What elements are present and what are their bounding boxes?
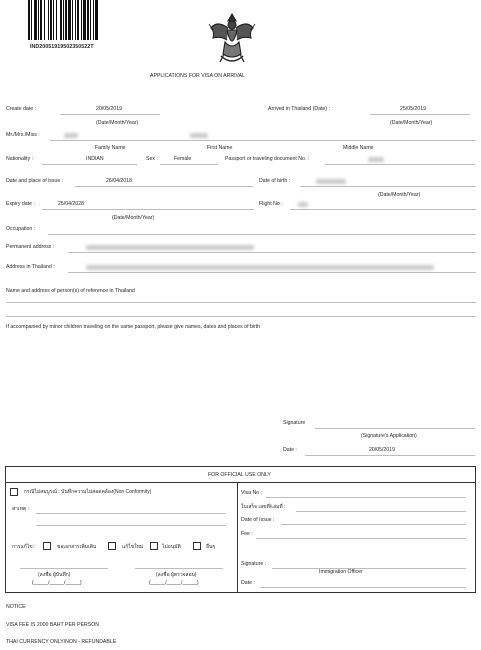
dob-format: (Date/Month/Year) [378, 192, 421, 198]
barcode-bar [68, 0, 71, 40]
create-date-line [60, 114, 160, 115]
barcode-bar [75, 0, 76, 40]
family-name-redacted [64, 133, 78, 138]
signature-line [315, 428, 475, 429]
barcode-bar [40, 0, 42, 40]
officer-date-label: Date : [241, 580, 255, 586]
officer-signature-label: Signature : [241, 561, 267, 567]
reason-label: สาเหตุ : [12, 506, 29, 512]
expiry-label: Expiry date : [6, 201, 35, 207]
flight-redacted [298, 202, 308, 207]
dob-line [300, 186, 476, 187]
examiner-sign-line [135, 568, 223, 569]
receipt-label: ใบเสร็จ เลขที่/เล่มที่ : [241, 504, 286, 510]
barcode-bar [34, 0, 37, 40]
option-1-checkbox[interactable] [43, 542, 51, 550]
barcode-bar [65, 0, 67, 40]
expiry-format: (Date/Month/Year) [112, 215, 155, 221]
name-line [50, 140, 476, 141]
barcode [28, 0, 126, 40]
barcode-bar [48, 0, 49, 40]
permanent-address-redacted [86, 245, 254, 250]
barcode-bar [72, 0, 73, 40]
reason-line-1 [36, 513, 226, 514]
arrived-format: (Date/Month/Year) [390, 120, 433, 126]
visa-no-line [266, 497, 466, 498]
officer-signature-line [272, 568, 466, 569]
occupation-line [48, 234, 476, 235]
nonconformity-checkbox[interactable] [10, 488, 18, 496]
first-name-label: First Name [207, 145, 233, 151]
date-place-issue-line [75, 186, 253, 187]
option-1-label: ขอเอกสารเพิ่มเติม [57, 544, 97, 550]
option-3-checkbox[interactable] [150, 542, 158, 550]
sex-label: Sex : [146, 156, 158, 162]
reference-line-2 [6, 316, 476, 317]
barcode-bar [77, 0, 79, 40]
family-name-label: Family Name [95, 145, 126, 151]
date-place-issue-label: Date and place of issue : [6, 178, 64, 184]
first-name-redacted [190, 133, 208, 138]
barcode-graphic [28, 0, 126, 40]
middle-name-label: Middle Name [343, 145, 374, 151]
barcode-bar [90, 0, 91, 40]
date-of-issue-label: Date of Issue : [241, 517, 275, 523]
recorder-sign-line [20, 568, 108, 569]
arrived-value: 25/05/2019 [400, 106, 426, 112]
signature-caption: (Signature's Application) [361, 433, 417, 439]
barcode-bar [60, 0, 62, 40]
garuda-emblem-icon [207, 10, 257, 66]
official-header-divider [5, 482, 476, 483]
signature-date-line [305, 455, 475, 456]
permanent-address-label: Permanent address : [6, 244, 55, 250]
date-place-issue-value: 26/04/2018 [106, 178, 132, 184]
nationality-label: Nationality : [6, 156, 34, 162]
dob-redacted [316, 179, 346, 184]
sex-line [160, 164, 218, 165]
minor-children-label: If accompanied by minor children traveling on the same passport, please give names, dates and places of birth [6, 324, 261, 330]
barcode-bar [93, 0, 94, 40]
signature-date-value: 20/05/2019 [369, 447, 395, 453]
barcode-bar [95, 0, 98, 40]
examiner-sign-label: (ลงชื่อ ผู้ตรวจสอบ) [156, 572, 197, 578]
option-4-checkbox[interactable] [193, 542, 201, 550]
arrived-line [370, 114, 470, 115]
reason-line-2 [36, 525, 226, 526]
nationality-value: INDIAN [86, 156, 104, 162]
flight-line [290, 209, 476, 210]
barcode-number: IND20051919502350522T [30, 44, 94, 50]
option-3-label: ไม่อนุมัติ [162, 544, 181, 550]
barcode-bar [63, 0, 64, 40]
nonconformity-label: กรณีไม่สมบูรณ์ : บันทึกความไม่สอดคล้อง(Non Conformity) [24, 489, 152, 495]
examiner-date-blank: (_____/_____/_____) [149, 580, 199, 586]
barcode-bar [50, 0, 52, 40]
passport-label: Passport or traveling document No. : [225, 156, 310, 162]
barcode-bar [38, 0, 39, 40]
name-title-label: Mr./Mrs./Miss : [6, 132, 40, 138]
date-of-issue-line [281, 524, 466, 525]
recorder-sign-label: (ลงชื่อ ผู้บันทึก) [38, 572, 71, 578]
nationality-line [42, 164, 137, 165]
barcode-bar [31, 0, 32, 40]
dob-label: Date of birth : [259, 178, 291, 184]
address-thailand-label: Address in Thailand : [6, 264, 55, 270]
address-thailand-redacted [86, 265, 434, 270]
barcode-bar [56, 0, 57, 40]
official-use-box [5, 466, 476, 593]
sex-value: Female [174, 156, 192, 162]
barcode-bar [81, 0, 82, 40]
option-2-label: แก้ไขใหม่ [122, 544, 144, 550]
barcode-bar [53, 0, 54, 40]
official-column-divider [237, 482, 238, 593]
form-title: APPLICATIONS FOR VISA ON ARRIVAL [150, 73, 245, 79]
barcode-bar [87, 0, 89, 40]
permanent-address-line [68, 252, 476, 253]
signature-label: Signature [283, 420, 306, 426]
option-2-checkbox[interactable] [108, 542, 116, 550]
visa-no-label: Visa No : [241, 490, 262, 496]
action-label: การแก้ไข : [12, 544, 36, 550]
arrived-label: Arrived in Thailand (Date) : [268, 106, 330, 112]
option-4-label: อื่นๆ [206, 544, 216, 550]
signature-date-label: Date : [283, 447, 297, 453]
expiry-value: 25/04/2028 [58, 201, 84, 207]
fee-label: Fee : [241, 531, 253, 537]
fee-line [256, 538, 466, 539]
create-date-label: Create date : [6, 106, 36, 112]
notice-line-2: THAI CURRENCY ONLY/NON - REFUNDABLE [6, 639, 117, 645]
reference-line-1 [6, 302, 476, 303]
notice-title: NOTICE [6, 604, 26, 610]
address-thailand-line [68, 272, 476, 273]
receipt-line [296, 511, 466, 512]
immigration-officer-label: Immigration Officer [319, 569, 363, 575]
reference-label: Name and address of person(s) of reference in Thailand [6, 288, 135, 294]
occupation-label: Occupation : [6, 226, 36, 232]
flight-label: Flight No : [259, 201, 283, 207]
expiry-line [42, 209, 254, 210]
officer-date-line [260, 587, 466, 588]
official-header: FOR OFFICIAL USE ONLY [208, 472, 271, 478]
barcode-bar [44, 0, 45, 40]
barcode-bar [83, 0, 86, 40]
create-date-value: 20/05/2019 [96, 106, 122, 112]
create-date-format: (Date/Month/Year) [96, 120, 139, 126]
passport-redacted [368, 157, 384, 162]
recorder-date-blank: (_____/_____/_____) [32, 580, 82, 586]
notice-line-1: VISA FEE IS 2000 BAHT PER PERSON [6, 622, 100, 628]
barcode-bar [28, 0, 30, 40]
passport-line [325, 164, 475, 165]
